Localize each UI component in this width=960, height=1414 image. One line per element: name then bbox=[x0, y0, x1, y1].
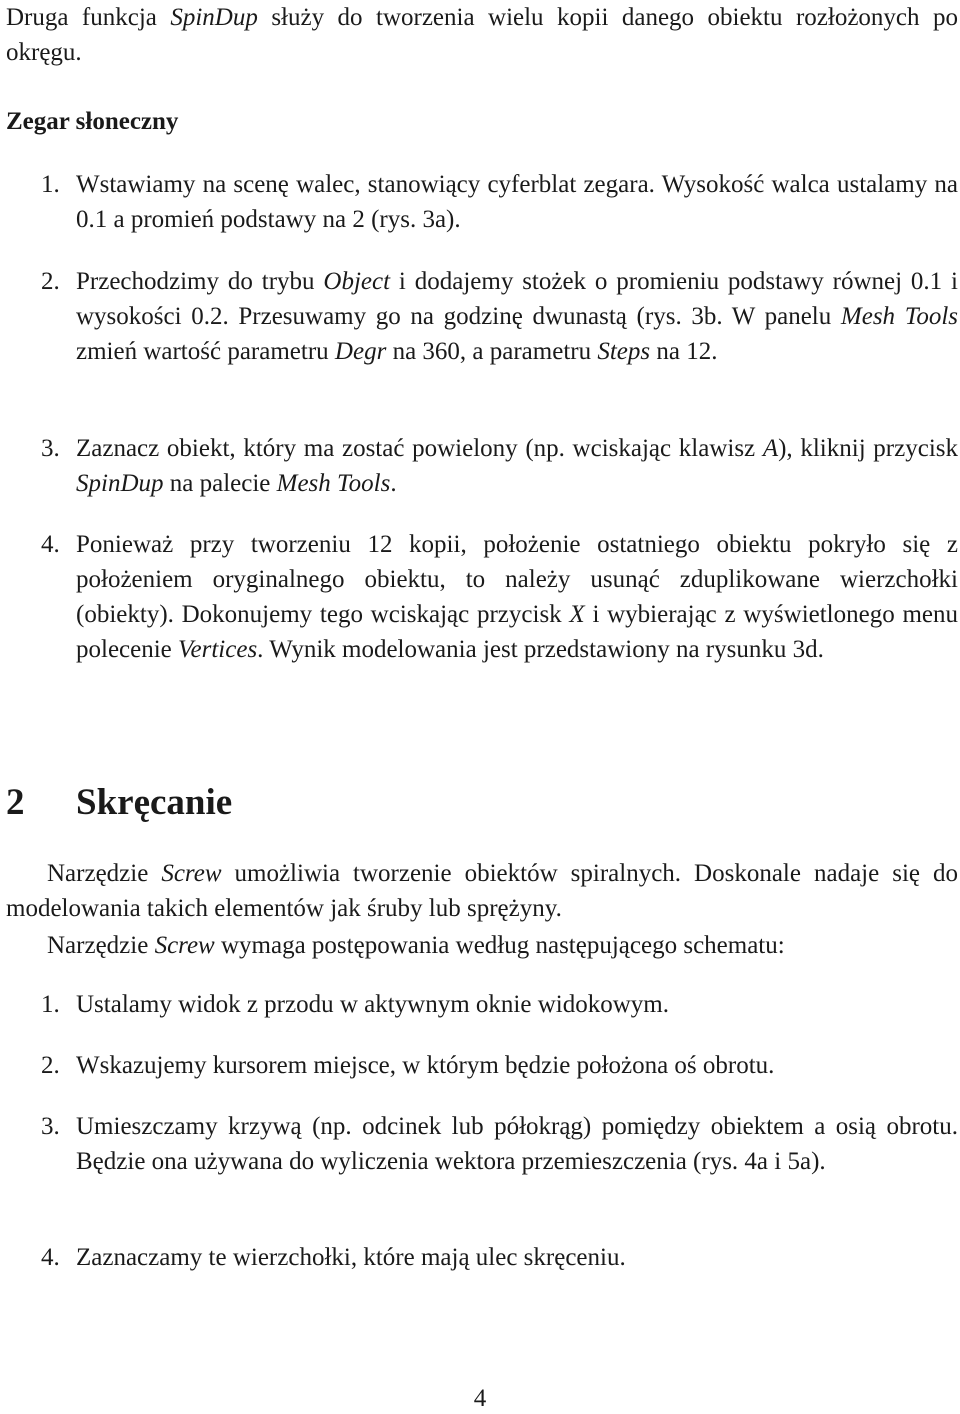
list-number: 1. bbox=[41, 991, 60, 1018]
list-item bbox=[41, 1109, 958, 1179]
list-number: 3. bbox=[41, 1113, 60, 1140]
section-heading bbox=[6, 778, 232, 828]
list-item-body: Ustalamy widok z przodu w aktywnym oknie widokowym. bbox=[76, 991, 669, 1018]
emphasis: Object bbox=[323, 268, 391, 295]
list-item-body bbox=[76, 527, 958, 667]
text-run: zmień wartość parametru bbox=[76, 338, 335, 365]
text-run: Narzędzie bbox=[47, 932, 155, 959]
emphasis: Mesh Tools bbox=[840, 303, 958, 330]
text-run: i dodajemy stożek o promieniu podstawy równej 0.1 i wysokości 0.2. Przesuwamy go na godzinę dwunastą (rys. 3b. W panelu bbox=[76, 268, 958, 330]
section-number: 2 bbox=[6, 782, 25, 823]
emphasis-screw: Screw bbox=[161, 860, 222, 887]
emphasis: Degr bbox=[334, 338, 387, 365]
text-run: Wstawiamy na scenę walec, stanowiący cyferblat zegara. Wysokość walca ustalamy na 0.1 a promień podstawy na 2 (rys. 3a). bbox=[76, 171, 958, 233]
text-run: . Wynik modelowania jest przedstawiony na rysunku 3d. bbox=[257, 636, 824, 663]
list-item-body: Zaznaczamy te wierzchołki, które mają ulec skręceniu. bbox=[76, 1244, 626, 1271]
text-run: i wybierając z wyświetlonego menu polecenie bbox=[76, 601, 958, 663]
text-run: umożliwia tworzenie obiektów spiralnych. Doskonale nadaje się do modelowania takich elementów jak śruby lub sprężyny. bbox=[6, 860, 959, 922]
list-number: 4. bbox=[41, 1244, 60, 1271]
list-item bbox=[41, 1240, 958, 1275]
list-item-body bbox=[76, 167, 958, 237]
subheading-zegar: Zegar słoneczny bbox=[6, 108, 179, 135]
list-number: 3. bbox=[41, 435, 60, 462]
section-paragraph bbox=[6, 928, 958, 963]
intro-paragraph bbox=[6, 0, 958, 70]
list-number: 4. bbox=[41, 531, 60, 558]
list-item-body bbox=[76, 431, 958, 501]
emphasis: X bbox=[569, 601, 585, 628]
text-run: Przechodzimy do trybu bbox=[76, 268, 324, 295]
list-item bbox=[41, 167, 958, 237]
emphasis: Vertices bbox=[178, 636, 258, 663]
list-item-body bbox=[76, 264, 958, 369]
text-run: Druga funkcja bbox=[6, 4, 171, 31]
list-item bbox=[41, 264, 958, 369]
list-item bbox=[41, 527, 958, 667]
emphasis-screw: Screw bbox=[154, 932, 215, 959]
list-number: 2. bbox=[41, 1052, 60, 1079]
text-run: Ponieważ przy tworzeniu 12 kopii, położenie ostatniego obiektu pokryło się z położeniem oryginalnego obiektu, to należy usunąć zduplikowane wierzchołki (obiekty). Dokonujemy tego wciskając przycisk bbox=[76, 531, 958, 628]
list-item-body: Wskazujemy kursorem miejsce, w którym będzie położona oś obrotu. bbox=[76, 1052, 775, 1079]
text-run: na palecie bbox=[163, 470, 277, 497]
emphasis-spindup: SpinDup bbox=[170, 4, 258, 31]
emphasis: Steps bbox=[597, 338, 651, 365]
emphasis: Mesh Tools bbox=[276, 470, 391, 497]
list-item bbox=[41, 1048, 958, 1083]
text-run: ), kliknij przycisk bbox=[778, 435, 958, 462]
emphasis: SpinDup bbox=[76, 470, 164, 497]
section-title-text: Skręcanie bbox=[76, 782, 233, 823]
list-item bbox=[41, 987, 958, 1022]
page-number: 4 bbox=[473, 1385, 487, 1412]
list-number: 1. bbox=[41, 171, 60, 198]
list-item bbox=[41, 431, 958, 501]
text-run: na 12. bbox=[650, 338, 718, 365]
section-paragraph bbox=[6, 856, 958, 926]
text-run: służy do tworzenia wielu kopii danego obiektu rozłożonych po okręgu. bbox=[6, 4, 958, 66]
text-run: na 360, a parametru bbox=[386, 338, 598, 365]
text-run: wymaga postępowania według następującego schematu: bbox=[214, 932, 785, 959]
text-run: . bbox=[390, 470, 397, 497]
text-run: Zaznacz obiekt, który ma zostać powielony (np. wciskając klawisz bbox=[76, 435, 763, 462]
text-run: Narzędzie bbox=[47, 860, 162, 887]
list-item-body: Umieszczamy krzywą (np. odcinek lub półokrąg) pomiędzy obiektem a osią obrotu. Będzie ona używana do wyliczenia wektora przemieszczenia (rys. 4a i 5a). bbox=[76, 1113, 958, 1175]
emphasis: A bbox=[762, 435, 779, 462]
list-number: 2. bbox=[41, 268, 60, 295]
